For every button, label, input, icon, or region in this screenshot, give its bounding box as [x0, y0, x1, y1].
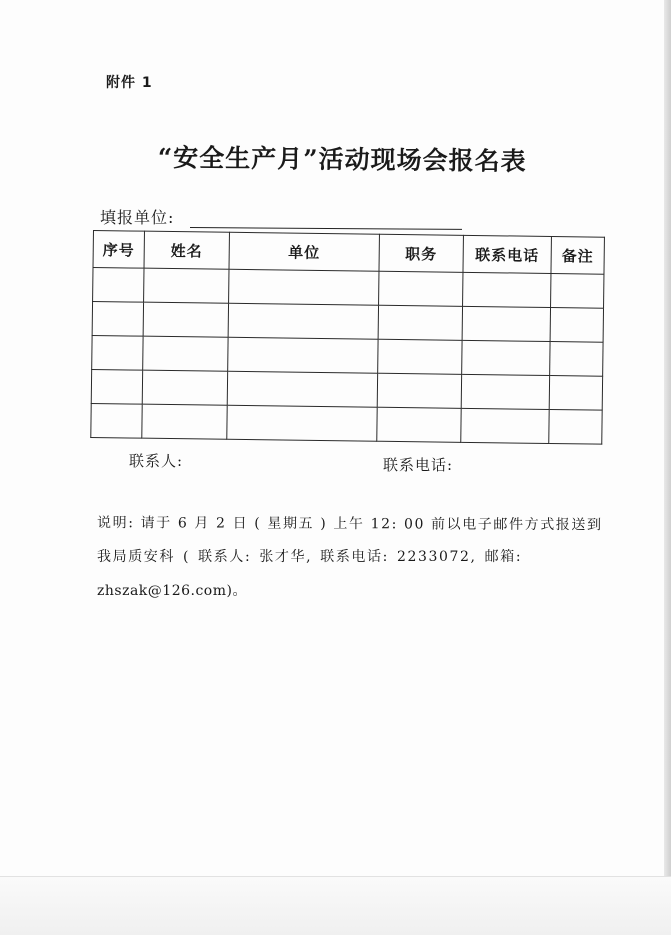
table-cell [142, 404, 227, 439]
table-cell [550, 307, 603, 342]
notes-line: 说明: 请于 6 月 2 日 ( 星期五 ) 上午 12: 00 前以电子邮件方式报送到 [96, 515, 603, 534]
table-cell [92, 302, 143, 337]
table-cell [461, 408, 549, 443]
header-phone: 联系电话 [463, 235, 551, 273]
table-cell [462, 306, 550, 341]
table-cell [227, 371, 377, 407]
table-cell [378, 339, 462, 374]
contact-phone-label: 联系电话: [383, 456, 454, 474]
table-cell [227, 405, 377, 441]
table-cell [462, 340, 550, 375]
table-cell [549, 375, 602, 410]
table-cell [228, 337, 378, 373]
table-cell [377, 373, 461, 408]
table-cell [91, 369, 142, 404]
table-cell [143, 336, 228, 371]
table-cell [461, 374, 549, 409]
notes-block [97, 513, 603, 615]
notes-line: zhszak@126.com)。 [97, 583, 247, 599]
table-cell [378, 305, 462, 340]
table-cell [379, 271, 463, 306]
scan-edge-bottom [0, 876, 671, 935]
document-title: “安全生产月”活动现场会报名表 [157, 142, 527, 176]
header-remarks: 备注 [551, 237, 604, 275]
table-cell [377, 407, 461, 442]
contact-person-label: 联系人: [129, 452, 184, 470]
table-cell [549, 409, 602, 444]
table-cell [143, 302, 228, 337]
attachment-label: 附件 1 [106, 75, 153, 91]
header-unit: 单位 [229, 232, 379, 271]
registration-table-wrapper [90, 230, 604, 445]
table-cell [92, 335, 143, 370]
table-cell [463, 272, 551, 307]
registration-table [90, 230, 605, 445]
table-row [91, 403, 602, 444]
header-name: 姓名 [144, 231, 229, 269]
table-cell [551, 273, 604, 308]
unit-fill-line [190, 227, 462, 230]
table-cell [228, 303, 378, 339]
header-index: 序号 [93, 231, 144, 269]
table-cell [144, 268, 229, 303]
header-position: 职务 [379, 234, 463, 272]
unit-label: 填报单位: [100, 208, 175, 227]
table-cell [229, 269, 379, 305]
table-cell [142, 370, 227, 405]
scan-edge-right [664, 0, 671, 935]
table-cell [91, 403, 142, 438]
table-cell [93, 268, 144, 303]
table-cell [550, 341, 603, 376]
notes-line: 我局质安科 ( 联系人: 张才华, 联系电话: 2233072, 邮箱: [97, 549, 523, 565]
